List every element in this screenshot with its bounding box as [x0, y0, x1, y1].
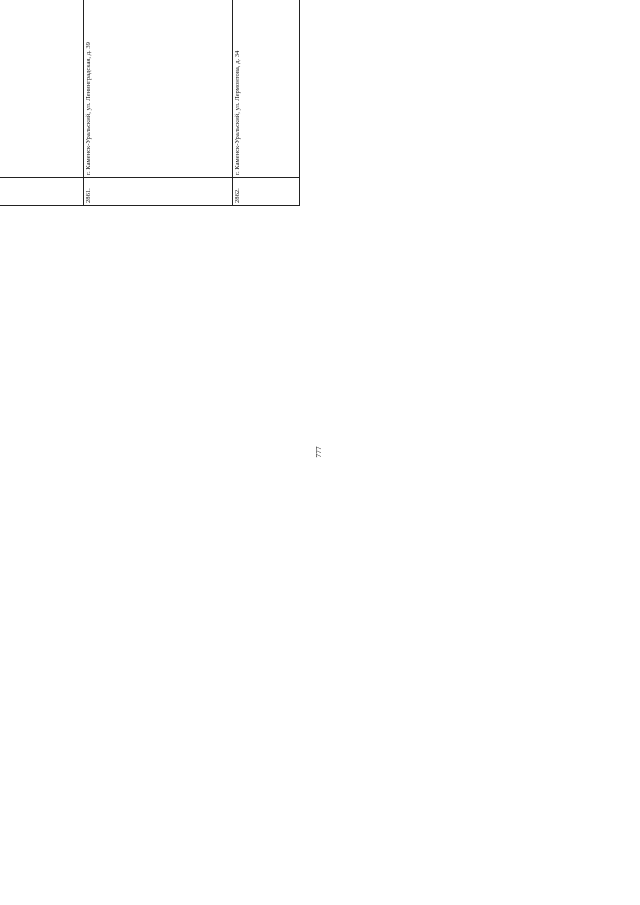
row-number: 2861. [85, 188, 92, 203]
page-number: 777 [314, 446, 323, 458]
row-number: 2862. [234, 188, 241, 203]
rule [299, 0, 300, 206]
rule [0, 205, 299, 206]
address: г. Каменск-Уральский, ул. Ленинградская, д. 39 [85, 42, 92, 175]
rule [0, 177, 299, 178]
address: г. Каменск-Уральский, ул. Лермонтова, д. 34 [234, 50, 241, 175]
rotated-table [0, 0, 400, 206]
